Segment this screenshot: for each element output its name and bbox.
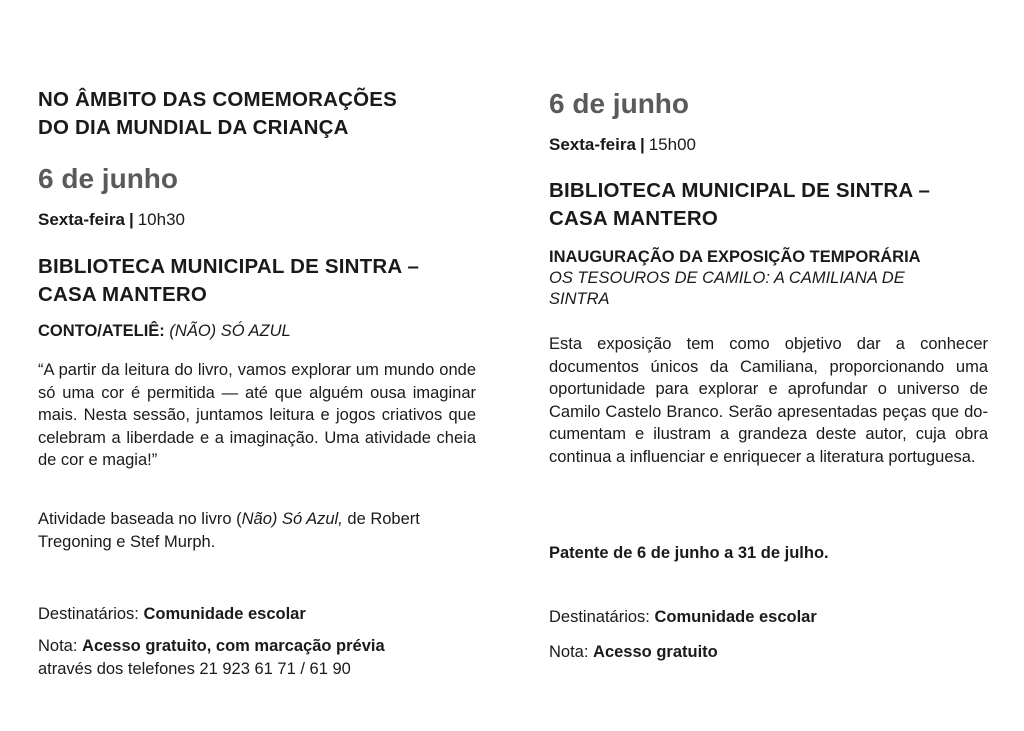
exhibition-note-value: Acesso gratuito (593, 643, 718, 661)
event-day: Sexta-feira (38, 210, 125, 229)
note-value: Acesso gratuito, com marcação prévia (82, 637, 385, 655)
exhibition-title (549, 247, 921, 310)
commemoration-heading (38, 86, 397, 142)
exhibition-venue-line2: CASA MANTERO (549, 207, 719, 230)
activity-description: “A partir da leitura do livro, vamos explorar um mundo onde só uma cor é permitida — até que alguém ousa imaginar mais. Nesta sessão, juntamos leitura e jogos criativos que celebram a liberdade e a imaginação. Uma atividade cheia de cor e magia!” (38, 361, 476, 470)
day-time-separator: | (128, 210, 134, 229)
exhibition-day-time-separator: | (639, 135, 645, 154)
book-reference-suffix: de Robert Tregoning e Stef Murph. (38, 510, 420, 551)
exhibition-name-line1: OS TESOUROS DE CAMILO: A CAMILIANA DE (549, 269, 905, 287)
exhibition-note-line (549, 641, 988, 664)
exhibition-audience-label: Destinatários: (549, 608, 655, 626)
exhibition-label: INAUGURAÇÃO DA EXPOSIÇÃO TEMPORÁRIA (549, 248, 921, 266)
commemoration-heading-line2: DO DIA MUNDIAL DA CRIANÇA (38, 116, 349, 139)
exhibition-audience-line (549, 606, 988, 629)
exhibition-patent-dates: Patente de 6 de junho a 31 de julho. (549, 544, 829, 562)
event-date: 6 de junho (38, 163, 178, 194)
exhibition-date: 6 de junho (549, 88, 689, 119)
book-reference (38, 508, 476, 553)
exhibition-name-line2: SINTRA (549, 290, 610, 308)
commemoration-heading-line1: NO ÂMBITO DAS COMEMORAÇÕES (38, 88, 398, 111)
activity-name: (NÃO) SÓ AZUL (169, 322, 291, 340)
note-phone: através dos telefones 21 923 61 71 / 61 90 (38, 659, 351, 678)
exhibition-venue-line1: BIBLIOTECA MUNICIPAL DE SINTRA – (549, 179, 931, 202)
event-venue-line1: BIBLIOTECA MUNICIPAL DE SINTRA – (38, 255, 420, 278)
event-venue (38, 253, 419, 309)
event-time: 10h30 (137, 210, 185, 229)
audience-line (38, 603, 476, 626)
book-reference-prefix: Atividade baseada no livro ( (38, 510, 242, 528)
event-venue-line2: CASA MANTERO (38, 283, 208, 306)
exhibition-day-time (549, 134, 696, 156)
activity-label: CONTO/ATELIÊ: (38, 322, 165, 340)
audience-label: Destinatários: (38, 605, 144, 623)
audience-value: Comunidade escolar (143, 605, 306, 623)
note-label: Nota: (38, 637, 83, 655)
exhibition-audience-value: Comunidade escolar (654, 608, 817, 626)
activity-title (38, 321, 291, 342)
exhibition-description: Esta exposição tem como objetivo dar a conhecer documentos únicos da Camiliana, proporcionando uma oportunidade para explorar e aprofundar o universo de Camilo Castelo Branco. Serão apresentadas peças que documentam e ilustram a grandeza deste autor, cuja obra continua a influenciar e enriquecer a literatura portuguesa. (549, 335, 988, 466)
event-day-time (38, 209, 185, 231)
note-line (38, 635, 476, 680)
book-title: Não) Só Azul, (241, 510, 343, 528)
exhibition-time: 15h00 (648, 135, 696, 154)
exhibition-day: Sexta-feira (549, 135, 636, 154)
exhibition-note-label: Nota: (549, 643, 594, 661)
exhibition-venue (549, 177, 930, 233)
